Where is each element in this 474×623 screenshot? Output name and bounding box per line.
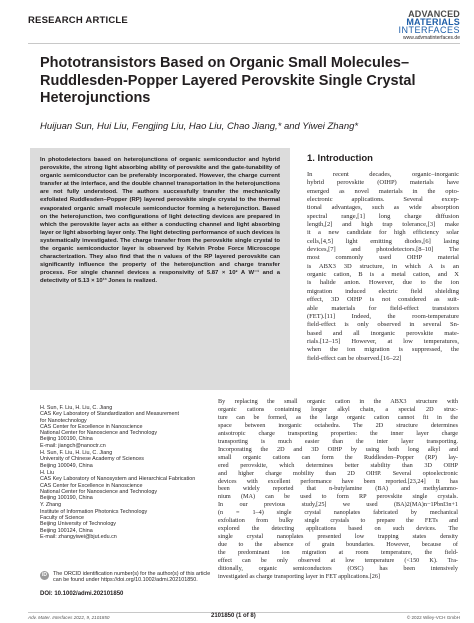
- intro-wide-line: investigated as charge transporting layer in FET applications.[26]: [218, 572, 380, 580]
- affiliation-line: Beijing 100049, China: [40, 462, 93, 469]
- intro-line: spectral range,[1] long charge diffusion: [307, 212, 459, 220]
- abstract-text: In photodetectors based on heterojunctions of organic semiconductor and hybrid perovskite, the strong light absorbing ability of perovskite and the gate-tunability of organic semiconductor can be preferably incorporated. However, the charge current transfer at the interface, and the double channel transportation in the heterojunctions are not fully understood. The authors successfully transfer the mechanically exfoliated Ruddlesden–Popper (RP) layered perovskite single crystal to the thermal evaporated organic small molecule semiconductor forming a heterojunction. Based on the heterojunction, two configurations of light detecting devices are prepared in which the perovskite layer acts as either a conducting channel and light absorbing layer or light absorbing layer only. The light detecting performance of such devices is systematically investigated. The charge transfer from the perovskite single crystal to the organic semiconductor layer is observed by Kelvin Probe Force Microscope characterization. They also find that the n values of the RP layered perovskite can significantly influence the property of the heterojunction and charge transfer process. For single channel devices a responsivity of 5.87 × 10² A W⁻¹ and a detectivity of 5.13 × 10¹³ Jones is realized.: [40, 157, 280, 285]
- intro-line: organic cation, B is a metal cation, and X: [307, 271, 459, 279]
- affiliation-line: Y. Zhang: [40, 502, 62, 509]
- intro-wide-line: ditionally, organic semiconductors (OSC) has been intensively: [218, 565, 458, 573]
- intro-line: tional advantages, such as wide absorption: [307, 204, 459, 212]
- introduction-continuation: [218, 398, 458, 581]
- intro-line: field-effect can be observed.[16–22]: [307, 354, 402, 362]
- journal-url[interactable]: www.advmatinterfaces.de: [403, 35, 460, 41]
- affiliation-line: for Nanotechnology: [40, 417, 87, 424]
- doi-link[interactable]: DOI: 10.1002/admi.202101850: [40, 591, 124, 597]
- section-heading-introduction: 1. Introduction: [307, 153, 373, 164]
- affiliation-line: H. Sun, F. Liu, H. Liu, C. Jiang: [40, 405, 113, 411]
- intro-wide-line: the predominant ion migration at room temperature, the field-: [218, 549, 458, 557]
- intro-wide-line: (n = 1–4) single crystal nanoplates fabricated by mechanical: [218, 509, 458, 517]
- intro-line: is ABX3 3D structure, in which A is an: [307, 262, 459, 270]
- intro-wide-line: Incorporating the 2D and 3D OIHP by using both long alkyl and: [218, 445, 458, 453]
- article-number: 2101850 (1 of 8): [211, 613, 256, 619]
- affiliation-line: CAS Center for Excellence in Nanoscience: [40, 423, 143, 430]
- orcid-line1: The ORCID identification number(s) for the author(s) of this article: [53, 571, 211, 577]
- affiliation-line: Beijing 100190, China: [40, 436, 93, 443]
- intro-wide-line: ture can be formed, as the large organic cation cannot fit in the: [218, 413, 458, 421]
- intro-wide-line: been widely reported that n-butylamine (BA) and methylammo-: [218, 485, 458, 493]
- copyright: © 2022 Wiley-VCH GmbH: [406, 615, 460, 620]
- intro-wide-line: devices with excellent performance have been reported.[23,24] It has: [218, 477, 458, 485]
- intro-line: length,[2] and high trap tolerance,[3] make: [307, 221, 459, 229]
- intro-wide-line: ered perovskite, which determines better stability than 3D OIHP: [218, 461, 458, 469]
- intro-wide-line: anisotropic charge transporting properties: the inner layer charge: [218, 429, 458, 437]
- intro-line: rials.[12–15] However, at low temperatures,: [307, 337, 459, 345]
- affiliation-line[interactable]: E-mail: jiangch@nanoctr.cn: [40, 442, 106, 449]
- intro-wide-line: In our previous study,[25] we used (BA)2(MA)n−1PbnI3n+1: [218, 501, 458, 509]
- affiliation-line: CAS Center for Excellence in Nanoscience: [40, 482, 143, 489]
- affiliation-line: H. Liu: [40, 469, 55, 476]
- intro-line: most commonly used OIHP material: [307, 254, 459, 262]
- intro-line: hybrid perovskite (OIHP) materials have: [307, 179, 459, 187]
- affiliation-line: Beijing 100190, China: [40, 495, 93, 502]
- affiliation-line: University of Chinese Academy of Sciences: [40, 456, 144, 463]
- journal-logo-line1: ADVANCED: [408, 9, 460, 19]
- affiliation-line: National Center for Nanoscience and Technology: [40, 430, 158, 437]
- intro-line: when the ion migration is suppressed, the: [307, 346, 459, 354]
- intro-wide-line: explored the detecting applications based on such devices. The: [218, 525, 458, 533]
- journal-reference: Adv. Mater. Interfaces 2022, 9, 2101850: [28, 615, 110, 620]
- intro-wide-line: and higher charge mobility than 2D OIHP. Several optoelectronic: [218, 469, 458, 477]
- orcid-line2[interactable]: can be found under https://doi.org/10.1002/admi.202101850.: [53, 577, 198, 584]
- intro-line: based and all inorganic perovskite mate-: [307, 329, 459, 337]
- intro-line: devices,[7] and photodetectors.[8–10] The: [307, 246, 459, 254]
- author-list: Huijuan Sun, Hui Liu, Fengjing Liu, Hao Liu, Chao Jiang,* and Yiwei Zhang*: [40, 121, 359, 132]
- introduction-text: [307, 171, 459, 363]
- intro-line: emerged as novel materials in the opto-: [307, 187, 459, 195]
- intro-wide-line: transporting is much easier than the inter layer transporting.: [218, 437, 458, 445]
- intro-line: cells,[4,5] light emitting diodes,[6] lasing: [307, 237, 459, 245]
- intro-wide-line: exfoliation from bulky single crystals to prepare the FETs and: [218, 517, 458, 525]
- affiliation-line: Institute of Information Photonics Technology: [40, 508, 148, 515]
- section-label: RESEARCH ARTICLE: [28, 15, 128, 26]
- intro-wide-line: space between inorganic octahedra. The 2D structure determines: [218, 421, 458, 429]
- intro-line: (FET).[11] Indeed, the room-temperature: [307, 312, 459, 320]
- page-header: [28, 10, 460, 40]
- intro-wide-line: By replacing the small organic cation in the ABX3 structure with: [218, 398, 458, 405]
- intro-line: is halide anion. However, due to the ion: [307, 279, 459, 287]
- intro-wide-line: single crystal nanoplates presented low trapping states density: [218, 533, 458, 541]
- orcid-icon: iD: [42, 572, 47, 578]
- intro-line: field-effect is only observed in several Sn-: [307, 321, 459, 329]
- abstract-box: [30, 148, 290, 390]
- journal-logo-line3: INTERFACES: [398, 25, 460, 35]
- affiliation-line: CAS Key Laboratory of Nanosystem and Hierarchical Fabrication: [40, 476, 196, 483]
- affiliation-line: CAS Key Laboratory of Standardization and Measurement: [40, 411, 180, 418]
- page-footer: [28, 615, 460, 622]
- intro-line: it a new candidate for high efficiency solar: [307, 229, 459, 237]
- affiliation-line: Beijing 100124, China: [40, 527, 93, 534]
- affiliation-line: Faculty of Science: [40, 515, 85, 522]
- intro-line: electronic applications. Several excep-: [307, 196, 459, 204]
- intro-wide-line: organic cations containing longer alkyl chain, a special 2D struc-: [218, 405, 458, 413]
- intro-line: able materials for field-effect transistors: [307, 304, 459, 312]
- article-title: Phototransistors Based on Organic Small Molecules–Ruddlesden-Popper Layered Perovskite Single Crystal Heterojunctions: [40, 55, 416, 106]
- affiliation-line: H. Sun, F. Liu, H. Liu, C. Jiang: [40, 450, 113, 457]
- affiliation-line: Beijing University of Technology: [40, 521, 117, 528]
- header-divider: [28, 43, 460, 44]
- journal-logo-line2: MATERIALS: [406, 17, 460, 27]
- intro-wide-line: effect can be only observed at low temperature (<150 K). Tra-: [218, 557, 458, 565]
- intro-wide-line: small organic cations can form the Ruddlesden–Popper (RP) lay-: [218, 453, 458, 461]
- intro-wide-line: nium (MA) can be used to form RP perovskite single crystals.: [218, 493, 458, 501]
- intro-wide-line: due to the absence of grain boundaries. However, because of: [218, 541, 458, 549]
- affiliation-line[interactable]: E-mail: zhangyiwei@bjut.edu.cn: [40, 533, 117, 540]
- affiliation-line: National Center for Nanoscience and Technology: [40, 488, 158, 495]
- intro-line: In recent decades, organic–inorganic: [307, 171, 459, 178]
- intro-line: effect, 3D OIHP is not considered as suit-: [307, 296, 459, 304]
- intro-line: migration induced electric field shielding: [307, 287, 459, 295]
- journal-logo: [398, 10, 460, 42]
